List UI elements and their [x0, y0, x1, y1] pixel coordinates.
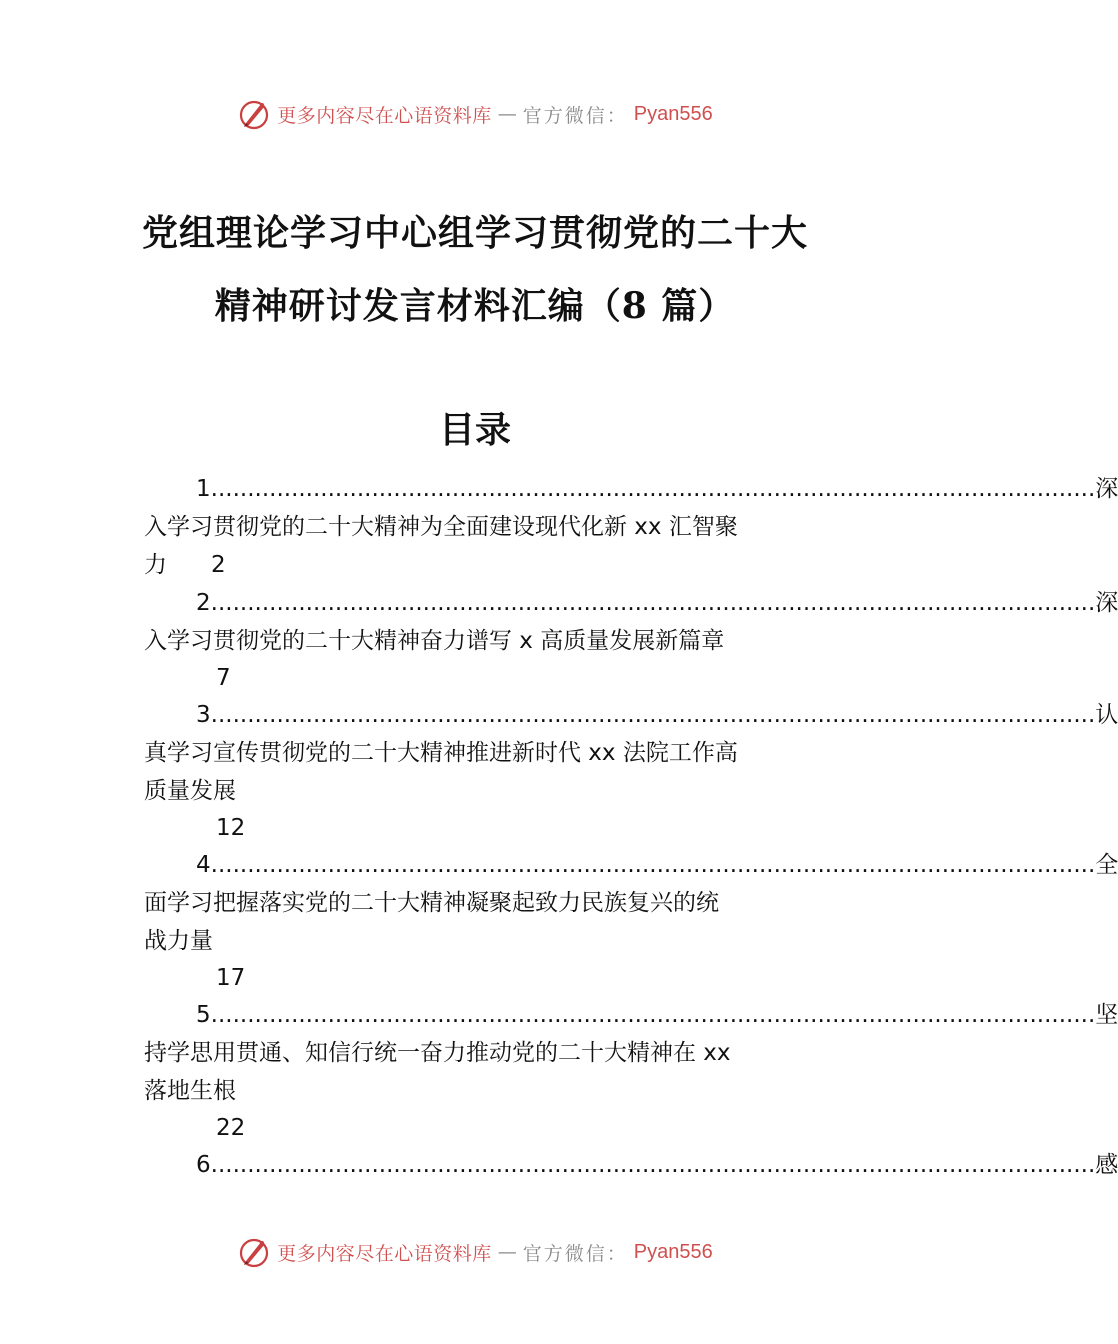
banner-dash: — — [497, 103, 517, 125]
toc-entry-first-char: 认 — [1095, 702, 1118, 728]
toc-entry-3-leader[interactable] — [144, 696, 1118, 734]
toc-entry-6-leader[interactable] — [144, 1146, 1118, 1184]
toc-dot-leader: ........................................................................................................................ — [217, 1002, 1096, 1028]
pen-circle-logo-icon — [237, 1235, 271, 1269]
toc-heading: 目录 — [438, 409, 511, 451]
toc-dot-leader: ........................................................................................................................ — [217, 476, 1096, 502]
footer-banner — [0, 1232, 950, 1272]
toc-dot-leader: ........................................................................................................................ — [217, 1152, 1096, 1178]
toc-page-number: 22 — [216, 1115, 246, 1141]
toc-dot-leader: ........................................................................................................................ — [217, 590, 1096, 616]
toc-entry-text-tail: 力 — [144, 552, 167, 578]
toc-entry-first-char: 感 — [1095, 1152, 1118, 1178]
toc-entry-3-text: 真学习宣传贯彻党的二十大精神推进新时代 xx 法院工作高 — [144, 740, 738, 766]
toc-entry-3-text-tail: 质量发展 — [144, 778, 236, 804]
toc-page-number: 17 — [216, 965, 246, 991]
banner-wechat-id: Pyan556 — [633, 1240, 713, 1263]
toc-entry-first-char: 深 — [1095, 590, 1118, 616]
toc-entry-5-text: 持学思用贯通、知信行统一奋力推动党的二十大精神在 xx — [144, 1040, 731, 1066]
banner-dash: — — [497, 1241, 517, 1263]
toc-entry-first-char: 坚 — [1095, 1002, 1118, 1028]
toc-entry-number: 4. — [196, 852, 218, 878]
toc-page-number: 7 — [216, 665, 231, 691]
banner-label: 官方微信： — [522, 1242, 628, 1265]
toc-page-number: 12 — [216, 815, 246, 841]
toc-entry-first-char: 深 — [1095, 476, 1118, 502]
toc-dot-leader: ........................................................................................................................ — [217, 852, 1096, 878]
header-banner — [0, 94, 950, 134]
toc-page-number: 2 — [211, 552, 226, 578]
toc-entry-number: 1. — [196, 476, 218, 502]
banner-wechat-id: Pyan556 — [633, 102, 713, 125]
toc-entry-5-text-tail: 落地生根 — [144, 1078, 236, 1104]
banner-main-text: 更多内容尽在心语资料库 — [277, 1242, 492, 1265]
toc-dot-leader: ........................................................................................................................ — [217, 702, 1096, 728]
toc-entry-number: 3. — [196, 702, 218, 728]
table-of-contents — [144, 470, 1118, 1184]
toc-entry-number: 6. — [196, 1152, 218, 1178]
toc-entry-4-leader[interactable] — [144, 846, 1118, 884]
toc-entry-2-text: 入学习贯彻党的二十大精神奋力谱写 x 高质量发展新篇章 — [144, 628, 725, 654]
toc-entry-number: 5. — [196, 1002, 218, 1028]
pen-circle-logo-icon — [237, 97, 271, 131]
toc-entry-4-text: 面学习把握落实党的二十大精神凝聚起致力民族复兴的统 — [144, 890, 719, 916]
toc-entry-1-text: 入学习贯彻党的二十大精神为全面建设现代化新 xx 汇智聚 — [144, 514, 738, 540]
toc-entry-first-char: 全 — [1095, 852, 1118, 878]
toc-entry-2-leader[interactable] — [144, 584, 1118, 622]
document-title-line-2: 精神研讨发言材料汇编（8 篇） — [214, 285, 736, 327]
toc-entry-4-text-tail: 战力量 — [144, 928, 213, 954]
toc-entry-5-leader[interactable] — [144, 996, 1118, 1034]
banner-main-text: 更多内容尽在心语资料库 — [277, 104, 492, 127]
toc-entry-1-last — [144, 546, 804, 584]
banner-label: 官方微信： — [522, 104, 628, 127]
document-title-line-1: 党组理论学习中心组学习贯彻党的二十大 — [141, 212, 808, 254]
toc-entry-number: 2. — [196, 590, 218, 616]
toc-entry-1-leader[interactable] — [144, 470, 1118, 508]
